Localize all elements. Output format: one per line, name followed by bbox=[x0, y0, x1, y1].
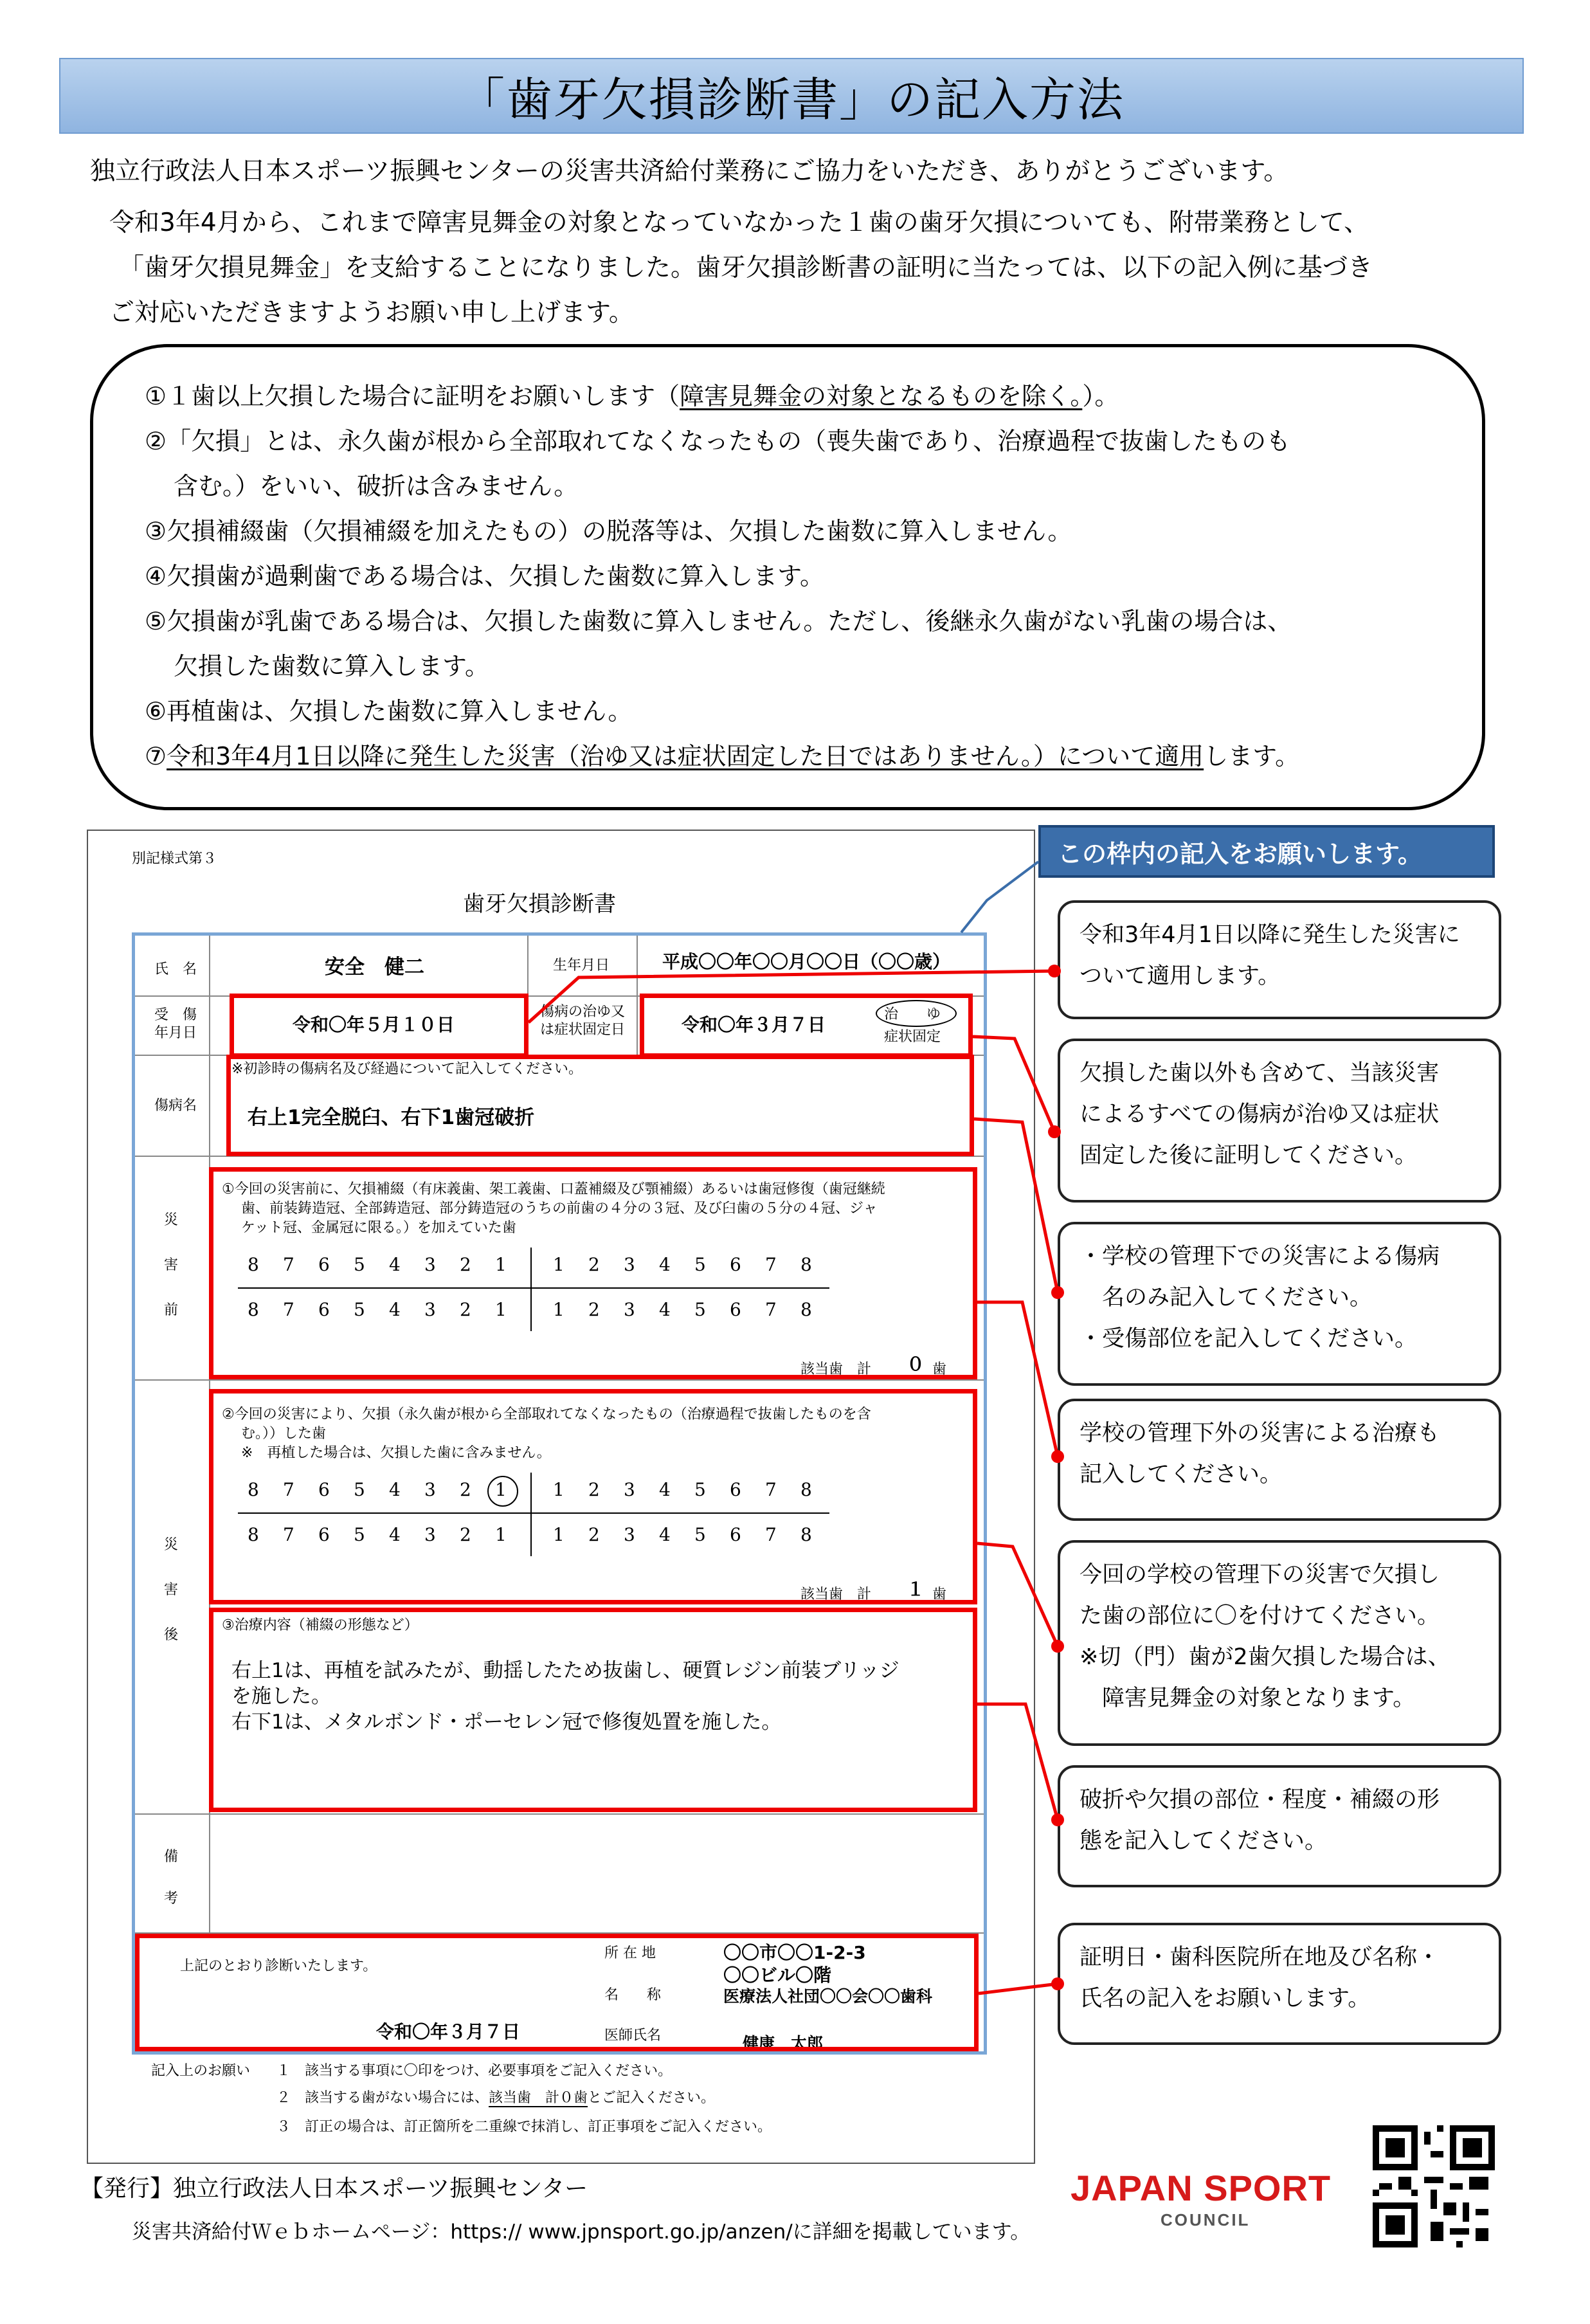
after-tooth-upper-right-4: 4 bbox=[389, 1479, 401, 1500]
jsc-logo: JAPAN SPORT bbox=[1071, 2168, 1332, 2208]
after-tooth-lower-left-1: 1 bbox=[553, 1524, 565, 1545]
cure-date-label: 傷病の治ゆ又 は症状固定日 bbox=[540, 1004, 626, 1038]
before-tooth-lower-right-4: 4 bbox=[389, 1299, 401, 1320]
before-tooth-lower-right-3: 3 bbox=[424, 1299, 436, 1320]
before-note-2: 歯、前装鋳造冠、全部鋳造冠、部分鋳造冠のうちの前歯の４分の３冠、及び臼歯の５分の４冠、ジャ bbox=[241, 1201, 878, 1217]
intro-line-3: 「歯牙欠損見舞金」を支給することになりました。歯牙欠損診断書の証明に当たっては、以下の記入例に基づき bbox=[119, 253, 1373, 282]
before-tooth-upper-right-6: 6 bbox=[318, 1254, 330, 1275]
after-total-label: 該当歯 計 bbox=[800, 1586, 872, 1602]
after-tooth-upper-left-1: 1 bbox=[553, 1479, 565, 1500]
treatment-line-1: 右上1は、再植を試みたが、動揺したため抜歯し、硬質レジン前装ブリッジ bbox=[231, 1659, 899, 1682]
after-tooth-lower-right-5: 5 bbox=[354, 1524, 365, 1545]
after-tooth-lower-left-8: 8 bbox=[800, 1524, 812, 1545]
after-label-1: 災 bbox=[164, 1537, 179, 1553]
after-total-value: １ bbox=[907, 1579, 925, 1600]
after-label-2: 害 bbox=[164, 1582, 179, 1598]
before-tooth-upper-right-7: 7 bbox=[283, 1254, 294, 1275]
before-tooth-lower-left-5: 5 bbox=[694, 1299, 706, 1320]
before-tooth-upper-left-7: 7 bbox=[765, 1254, 777, 1275]
rule-2a: ②「欠損」とは、永久歯が根から全部取れてなくなったもの（喪失歯であり、治療過程で抜歯したものも bbox=[145, 427, 1291, 455]
after-tooth-upper-left-4: 4 bbox=[659, 1479, 671, 1500]
after-tooth-upper-left-6: 6 bbox=[730, 1479, 741, 1500]
clinic-value: 医療法人社団〇〇会〇〇歯科 bbox=[723, 1987, 933, 2006]
before-tooth-upper-left-8: 8 bbox=[800, 1254, 812, 1275]
treatment-line-3: 右下1は、メタルボンド・ポーセレン冠で修復処置を施した。 bbox=[231, 1711, 782, 1734]
before-tooth-upper-left-4: 4 bbox=[659, 1254, 671, 1275]
before-tooth-lower-right-7: 7 bbox=[283, 1299, 294, 1320]
rule-4: ④欠損歯が過剰歯である場合は、欠損した歯数に算入します。 bbox=[145, 562, 825, 590]
before-tooth-lower-right-1: 1 bbox=[495, 1299, 507, 1320]
after-tooth-upper-right-8: 8 bbox=[248, 1479, 259, 1500]
before-tooth-upper-left-3: 3 bbox=[624, 1254, 635, 1275]
cure-date-value: 令和〇年３月７日 bbox=[682, 1014, 826, 1035]
disease-value: 右上1完全脱臼、右下1歯冠破折 bbox=[248, 1106, 535, 1129]
after-tooth-lower-right-4: 4 bbox=[389, 1524, 401, 1545]
rule-3: ③欠損補綴歯（欠損補綴を加えたもの）の脱落等は、欠損した歯数に算入しません。 bbox=[145, 517, 1072, 545]
note-1: １ 該当する事項に〇印をつけ、必要事項をご記入ください。 bbox=[276, 2063, 673, 2079]
after-tooth-upper-left-7: 7 bbox=[765, 1479, 777, 1500]
before-tooth-upper-right-4: 4 bbox=[389, 1254, 401, 1275]
after-tooth-lower-right-2: 2 bbox=[460, 1524, 471, 1545]
rule-1: ①１歯以上欠損した場合に証明をお願いします（障害見舞金の対象となるものを除く。）。 bbox=[145, 382, 1119, 410]
name-value: 安全 健二 bbox=[325, 956, 424, 979]
after-note-3: ※ 再植した場合は、欠損した歯に含みません。 bbox=[241, 1445, 551, 1461]
form-title: 歯牙欠損診断書 bbox=[463, 891, 616, 917]
before-tooth-upper-right-2: 2 bbox=[460, 1254, 471, 1275]
address-value-2: 〇〇ビル〇階 bbox=[723, 1965, 832, 1986]
page-title: 「歯牙欠損診断書」の記入方法 bbox=[59, 58, 1524, 134]
notes-label: 記入上のお願い bbox=[151, 2063, 251, 2079]
after-tooth-lower-right-7: 7 bbox=[283, 1524, 294, 1545]
homepage-url-line: 災害共済給付Ｗｅｂホームページ：https:// www.jpnsport.go.jp/anzen/に詳細を掲載しています。 bbox=[132, 2220, 1031, 2244]
after-label-3: 後 bbox=[164, 1627, 179, 1643]
dob-label: 生年月日 bbox=[553, 958, 610, 974]
cure-option-fixed: 症状固定 bbox=[884, 1029, 941, 1045]
rule-5b: 欠損した歯数に算入します。 bbox=[174, 652, 489, 680]
after-tooth-lower-left-7: 7 bbox=[765, 1524, 777, 1545]
publisher: 【発行】独立行政法人日本スポーツ振興センター bbox=[80, 2175, 588, 2202]
name-label: 氏 名 bbox=[154, 961, 197, 977]
before-tooth-upper-right-1: 1 bbox=[495, 1254, 507, 1275]
after-tooth-upper-right-1: 1 bbox=[495, 1479, 507, 1500]
certification-text: 上記のとおり診断いたします。 bbox=[180, 1958, 377, 1974]
before-tooth-lower-right-5: 5 bbox=[354, 1299, 365, 1320]
clinic-label: 名 称 bbox=[604, 1987, 662, 2003]
before-tooth-lower-left-7: 7 bbox=[765, 1299, 777, 1320]
note-2: ２ 該当する歯がない場合には、該当歯 計０歯とご記入ください。 bbox=[276, 2090, 716, 2106]
before-tooth-upper-left-6: 6 bbox=[730, 1254, 741, 1275]
note-3: ３ 訂正の場合は、訂正箇所を二重線で抹消し、訂正事項をご記入ください。 bbox=[276, 2119, 772, 2135]
after-tooth-upper-right-7: 7 bbox=[283, 1479, 294, 1500]
after-tooth-upper-right-6: 6 bbox=[318, 1479, 330, 1500]
before-label-3: 前 bbox=[164, 1302, 179, 1318]
intro-line-1: 独立行政法人日本スポーツ振興センターの災害共済給付業務にご協力をいただき、ありがとうございます。 bbox=[90, 157, 1289, 186]
before-note-3: ケット冠、金属冠に限る。）を加えていた歯 bbox=[241, 1220, 516, 1236]
before-tooth-upper-right-5: 5 bbox=[354, 1254, 365, 1275]
before-tooth-upper-right-8: 8 bbox=[248, 1254, 259, 1275]
before-tooth-lower-left-4: 4 bbox=[659, 1299, 671, 1320]
after-tooth-lower-left-5: 5 bbox=[694, 1524, 706, 1545]
address-label: 所 在 地 bbox=[604, 1945, 656, 1961]
before-tooth-lower-left-6: 6 bbox=[730, 1299, 741, 1320]
doctor-value: 健康 太郎 bbox=[743, 2034, 824, 2053]
disease-label: 傷病名 bbox=[154, 1098, 197, 1114]
after-tooth-lower-left-4: 4 bbox=[659, 1524, 671, 1545]
before-tooth-lower-left-2: 2 bbox=[588, 1299, 600, 1320]
callout-5: 今回の学校の管理下の災害で欠損し た歯の部位に〇を付けてください。 ※切（門）歯が2歯欠損した場合は、 障害見舞金の対象となります。 bbox=[1058, 1540, 1501, 1746]
before-total-unit: 歯 bbox=[932, 1361, 947, 1377]
address-value: 〇〇市〇〇1-2-3 bbox=[723, 1942, 866, 1963]
after-note-2: む。））した歯 bbox=[241, 1426, 327, 1442]
after-tooth-lower-left-6: 6 bbox=[730, 1524, 741, 1545]
rule-5a: ⑤欠損歯が乳歯である場合は、欠損した歯数に算入しません。ただし、後継永久歯がない乳歯の場合は、 bbox=[145, 607, 1292, 635]
before-tooth-upper-right-3: 3 bbox=[424, 1254, 436, 1275]
remarks-label-1: 備 bbox=[164, 1849, 179, 1865]
after-note-1: ②今回の災害により、欠損（永久歯が根から全部取れてなくなったもの（治療過程で抜歯したものを含 bbox=[222, 1406, 871, 1422]
after-tooth-upper-right-2: 2 bbox=[460, 1479, 471, 1500]
after-tooth-lower-right-1: 1 bbox=[495, 1524, 507, 1545]
after-tooth-upper-left-8: 8 bbox=[800, 1479, 812, 1500]
after-tooth-upper-left-3: 3 bbox=[624, 1479, 635, 1500]
before-tooth-lower-right-6: 6 bbox=[318, 1299, 330, 1320]
before-tooth-lower-left-1: 1 bbox=[553, 1299, 565, 1320]
callout-1: 令和3年4月1日以降に発生した災害に ついて適用します。 bbox=[1058, 900, 1501, 1019]
after-tooth-lower-right-8: 8 bbox=[248, 1524, 259, 1545]
injury-date-value: 令和〇年５月１０日 bbox=[293, 1014, 455, 1035]
callout-2: 欠損した歯以外も含めて、当該災害 によるすべての傷病が治ゆ又は症状 固定した後に証明してください。 bbox=[1058, 1039, 1501, 1203]
intro-line-2: 令和3年4月から、これまで障害見舞金の対象となっていなかった１歯の歯牙欠損についても、附帯業務として、 bbox=[109, 208, 1369, 237]
before-tooth-lower-left-3: 3 bbox=[624, 1299, 635, 1320]
jsc-logo-sub: COUNCIL bbox=[1161, 2210, 1251, 2229]
disease-note: ※初診時の傷病名及び経過について記入してください。 bbox=[231, 1061, 583, 1077]
callout-4: 学校の管理下外の災害による治療も 記入してください。 bbox=[1058, 1399, 1501, 1521]
before-tooth-upper-left-5: 5 bbox=[694, 1254, 706, 1275]
before-tooth-lower-left-8: 8 bbox=[800, 1299, 812, 1320]
callout-7: 証明日・歯科医院所在地及び名称・ 氏名の記入をお願いします。 bbox=[1058, 1923, 1501, 2045]
callout-6: 破折や欠損の部位・程度・補綴の形 態を記入してください。 bbox=[1058, 1765, 1501, 1887]
rule-2b: 含む。）をいい、破折は含みません。 bbox=[174, 472, 579, 500]
before-label-2: 害 bbox=[164, 1257, 179, 1273]
before-total-label: 該当歯 計 bbox=[800, 1361, 872, 1377]
before-tooth-upper-left-1: 1 bbox=[553, 1254, 565, 1275]
after-total-unit: 歯 bbox=[932, 1586, 947, 1602]
after-tooth-lower-left-3: 3 bbox=[624, 1524, 635, 1545]
form-number: 別記様式第３ bbox=[132, 851, 217, 867]
cure-option-cure: 治 ゆ bbox=[884, 1006, 941, 1022]
before-note-1: ①今回の災害前に、欠損補綴（有床義歯、架工義歯、口蓋補綴及び顎補綴）あるいは歯冠修復（歯冠継続 bbox=[222, 1181, 885, 1197]
before-label-1: 災 bbox=[164, 1212, 179, 1228]
callout-header: この枠内の記入をお願いします。 bbox=[1038, 825, 1495, 878]
remarks-label-2: 考 bbox=[164, 1891, 179, 1907]
before-tooth-lower-right-8: 8 bbox=[248, 1299, 259, 1320]
after-tooth-lower-left-2: 2 bbox=[588, 1524, 600, 1545]
after-tooth-lower-right-6: 6 bbox=[318, 1524, 330, 1545]
before-tooth-lower-right-2: 2 bbox=[460, 1299, 471, 1320]
after-tooth-upper-right-5: 5 bbox=[354, 1479, 365, 1500]
before-tooth-upper-left-2: 2 bbox=[588, 1254, 600, 1275]
rule-7: ⑦令和3年4月1日以降に発生した災害（治ゆ又は症状固定した日ではありません。）について適用します。 bbox=[145, 742, 1300, 770]
injury-date-label: 受 傷 年月日 bbox=[154, 1007, 197, 1041]
treatment-note: ③治療内容（補綴の形態など） bbox=[222, 1617, 419, 1633]
callout-3: ・学校の管理下での災害による傷病 名のみ記入してください。 ・受傷部位を記入してください。 bbox=[1058, 1222, 1501, 1386]
certification-date: 令和〇年３月７日 bbox=[376, 2021, 521, 2042]
after-tooth-upper-left-2: 2 bbox=[588, 1479, 600, 1500]
after-tooth-lower-right-3: 3 bbox=[424, 1524, 436, 1545]
after-tooth-upper-right-3: 3 bbox=[424, 1479, 436, 1500]
dob-value: 平成〇〇年〇〇月〇〇日（〇〇歳） bbox=[662, 951, 951, 972]
treatment-line-2: を施した。 bbox=[231, 1685, 331, 1708]
qr-code-icon[interactable] bbox=[1373, 2125, 1495, 2247]
after-tooth-upper-left-5: 5 bbox=[694, 1479, 706, 1500]
intro-line-4: ご対応いただきますようお願い申し上げます。 bbox=[109, 298, 634, 327]
rule-6: ⑥再植歯は、欠損した歯数に算入しません。 bbox=[145, 697, 633, 725]
before-total-value: ０ bbox=[907, 1354, 925, 1375]
doctor-label: 医師氏名 bbox=[604, 2028, 662, 2044]
